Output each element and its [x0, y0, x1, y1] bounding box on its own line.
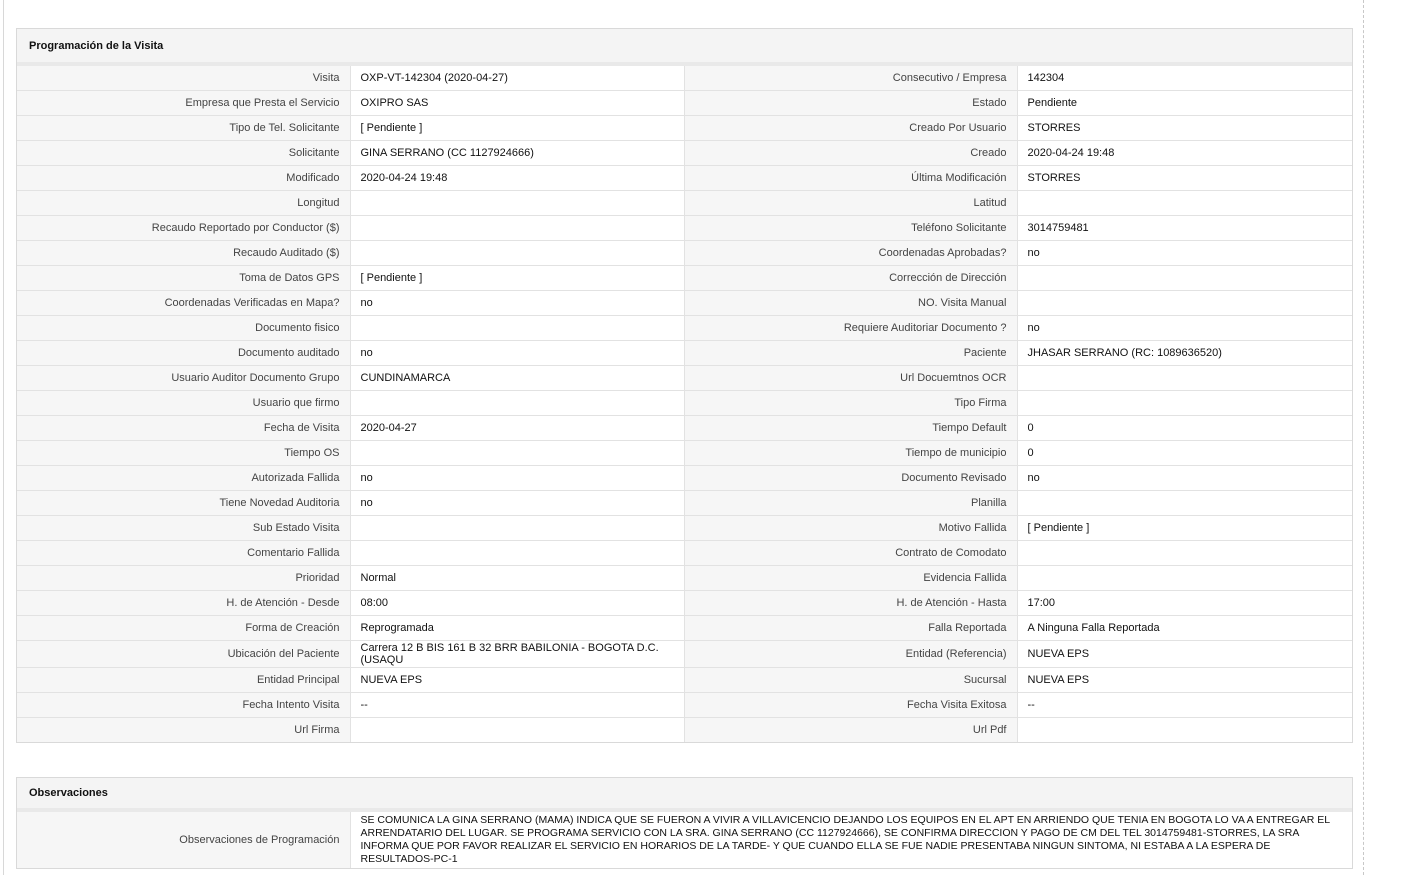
detail-label: Empresa que Presta el Servicio [17, 91, 350, 116]
detail-row [17, 566, 1352, 591]
detail-label: Longitud [17, 191, 350, 216]
detail-value: JHASAR SERRANO (RC: 1089636520) [1017, 341, 1352, 366]
observations-text: SE COMUNICA LA GINA SERRANO (MAMA) INDICA QUE SE FUERON A VIVIR A VILLAVICENCIO DEJANDO LOS EQUIPOS EN EL APT EN ARRIENDO QUE TENIA EN BOGOTA LO VA A ENTREGAR EL ARRENDATARIO DEL LUGAR. SE PROGRAMA SERVICIO CON LA SRA. GINA SERRANO (CC 1127924666), SE CONFIRMA DIRECCION Y PAGO DE CM DEL TEL 3014759481-STORRES, LA SRA INFORMA QUE POR FAVOR REALIZAR EL SERVICIO EN HORARIOS DE LA TARDE- Y QUE CUANDO ELLA SE FUE NADIE PRESENTABA NINGUN SINTOMA, NI ESTABA A LA ESPERA DE RESULTADOS-PC-1 [350, 812, 1352, 868]
detail-label: Tiempo de municipio [684, 441, 1017, 466]
detail-value: Reprogramada [350, 616, 684, 641]
detail-label: Sub Estado Visita [17, 516, 350, 541]
detail-label: Tipo Firma [684, 391, 1017, 416]
detail-value: GINA SERRANO (CC 1127924666) [350, 141, 684, 166]
detail-value: STORRES [1017, 166, 1352, 191]
detail-row [17, 91, 1352, 116]
detail-value [1017, 266, 1352, 291]
detail-label: Url Pdf [684, 718, 1017, 743]
detail-row [17, 216, 1352, 241]
detail-value [350, 216, 684, 241]
detail-value: Pendiente [1017, 91, 1352, 116]
detail-value: no [1017, 316, 1352, 341]
observations-label: Observaciones de Programación [17, 812, 350, 868]
detail-label: Prioridad [17, 566, 350, 591]
detail-value [350, 241, 684, 266]
detail-value: OXP-VT-142304 (2020-04-27) [350, 66, 684, 91]
detail-label: Tiempo OS [17, 441, 350, 466]
detail-value: CUNDINAMARCA [350, 366, 684, 391]
detail-label: Toma de Datos GPS [17, 266, 350, 291]
detail-row [17, 166, 1352, 191]
detail-row [17, 116, 1352, 141]
detail-label: Visita [17, 66, 350, 91]
detail-label: Coordenadas Verificadas en Mapa? [17, 291, 350, 316]
detail-value: 0 [1017, 441, 1352, 466]
detail-value: 3014759481 [1017, 216, 1352, 241]
detail-label: Autorizada Fallida [17, 466, 350, 491]
detail-label: Coordenadas Aprobadas? [684, 241, 1017, 266]
detail-value: NUEVA EPS [350, 668, 684, 693]
detail-label: Tipo de Tel. Solicitante [17, 116, 350, 141]
detail-value: 0 [1017, 416, 1352, 441]
detail-label: Solicitante [17, 141, 350, 166]
observations-panel-header [17, 778, 1352, 812]
detail-row [17, 241, 1352, 266]
detail-label: Recaudo Auditado ($) [17, 241, 350, 266]
detail-label: Requiere Auditoriar Documento ? [684, 316, 1017, 341]
detail-label: Ubicación del Paciente [17, 641, 350, 668]
detail-value: no [350, 491, 684, 516]
detail-row [17, 466, 1352, 491]
detail-label: Sucursal [684, 668, 1017, 693]
observations-row [17, 812, 1352, 868]
observations-table [17, 812, 1352, 868]
detail-value [350, 541, 684, 566]
detail-value [1017, 491, 1352, 516]
detail-value [350, 718, 684, 743]
detail-value [1017, 541, 1352, 566]
detail-label: Fecha Visita Exitosa [684, 693, 1017, 718]
detail-label: Estado [684, 91, 1017, 116]
detail-label: Usuario Auditor Documento Grupo [17, 366, 350, 391]
detail-value: 142304 [1017, 66, 1352, 91]
detail-value [350, 391, 684, 416]
detail-row [17, 591, 1352, 616]
detail-value: 17:00 [1017, 591, 1352, 616]
detail-value: STORRES [1017, 116, 1352, 141]
detail-label: Url Docuemtnos OCR [684, 366, 1017, 391]
detail-label: Modificado [17, 166, 350, 191]
detail-value: OXIPRO SAS [350, 91, 684, 116]
detail-value: 2020-04-24 19:48 [1017, 141, 1352, 166]
detail-label: Falla Reportada [684, 616, 1017, 641]
detail-row [17, 416, 1352, 441]
detail-label: Usuario que firmo [17, 391, 350, 416]
detail-label: Creado [684, 141, 1017, 166]
observations-panel-title: Observaciones [29, 787, 108, 799]
detail-row [17, 441, 1352, 466]
detail-row [17, 66, 1352, 91]
detail-label: Contrato de Comodato [684, 541, 1017, 566]
visit-panel-title: Programación de la Visita [29, 39, 164, 52]
detail-value: 08:00 [350, 591, 684, 616]
detail-label: Última Modificación [684, 166, 1017, 191]
detail-value [1017, 391, 1352, 416]
detail-label: H. de Atención - Desde [17, 591, 350, 616]
detail-value: [ Pendiente ] [350, 266, 684, 291]
detail-label: Latitud [684, 191, 1017, 216]
detail-label: Entidad Principal [17, 668, 350, 693]
detail-value [1017, 718, 1352, 743]
detail-value [1017, 191, 1352, 216]
detail-value [350, 441, 684, 466]
detail-label: Recaudo Reportado por Conductor ($) [17, 216, 350, 241]
detail-label: Documento auditado [17, 341, 350, 366]
detail-row [17, 341, 1352, 366]
detail-value [350, 516, 684, 541]
detail-value: no [350, 291, 684, 316]
detail-row [17, 491, 1352, 516]
detail-value: A Ninguna Falla Reportada [1017, 616, 1352, 641]
detail-value [1017, 566, 1352, 591]
detail-value: NUEVA EPS [1017, 641, 1352, 668]
detail-value: Normal [350, 566, 684, 591]
detail-value: -- [350, 693, 684, 718]
detail-value: NUEVA EPS [1017, 668, 1352, 693]
detail-label: Entidad (Referencia) [684, 641, 1017, 668]
detail-label: Consecutivo / Empresa [684, 66, 1017, 91]
detail-value: [ Pendiente ] [1017, 516, 1352, 541]
right-dashed-border [1363, 0, 1364, 875]
detail-row [17, 616, 1352, 641]
detail-value: Carrera 12 B BIS 161 B 32 BRR BABILONIA - BOGOTA D.C. (USAQU [350, 641, 684, 668]
detail-label: Url Firma [17, 718, 350, 743]
visit-details-table [17, 66, 1352, 742]
detail-label: Fecha Intento Visita [17, 693, 350, 718]
detail-label: Fecha de Visita [17, 416, 350, 441]
detail-label: NO. Visita Manual [684, 291, 1017, 316]
detail-row [17, 191, 1352, 216]
detail-row [17, 641, 1352, 668]
detail-row [17, 516, 1352, 541]
detail-row [17, 316, 1352, 341]
detail-value: no [350, 466, 684, 491]
detail-row [17, 266, 1352, 291]
detail-value [350, 316, 684, 341]
detail-value: no [350, 341, 684, 366]
detail-value: 2020-04-27 [350, 416, 684, 441]
detail-row [17, 291, 1352, 316]
detail-row [17, 391, 1352, 416]
detail-value: no [1017, 241, 1352, 266]
detail-row [17, 668, 1352, 693]
observations-panel [16, 777, 1353, 869]
detail-label: Documento Revisado [684, 466, 1017, 491]
detail-label: Documento fisico [17, 316, 350, 341]
detail-label: Corrección de Dirección [684, 266, 1017, 291]
detail-row [17, 366, 1352, 391]
detail-label: Motivo Fallida [684, 516, 1017, 541]
detail-label: Comentario Fallida [17, 541, 350, 566]
detail-value [350, 191, 684, 216]
detail-value [1017, 366, 1352, 391]
detail-row [17, 141, 1352, 166]
detail-label: Evidencia Fallida [684, 566, 1017, 591]
detail-row [17, 718, 1352, 743]
visit-panel-header [17, 29, 1352, 66]
detail-label: Tiempo Default [684, 416, 1017, 441]
detail-label: Forma de Creación [17, 616, 350, 641]
detail-value: -- [1017, 693, 1352, 718]
detail-label: Teléfono Solicitante [684, 216, 1017, 241]
detail-row [17, 693, 1352, 718]
detail-label: H. de Atención - Hasta [684, 591, 1017, 616]
detail-label: Tiene Novedad Auditoria [17, 491, 350, 516]
detail-label: Creado Por Usuario [684, 116, 1017, 141]
detail-value [1017, 291, 1352, 316]
detail-label: Planilla [684, 491, 1017, 516]
detail-value: 2020-04-24 19:48 [350, 166, 684, 191]
detail-value: [ Pendiente ] [350, 116, 684, 141]
visit-schedule-panel [16, 28, 1353, 743]
detail-label: Paciente [684, 341, 1017, 366]
detail-value: no [1017, 466, 1352, 491]
detail-row [17, 541, 1352, 566]
left-border [3, 0, 4, 875]
